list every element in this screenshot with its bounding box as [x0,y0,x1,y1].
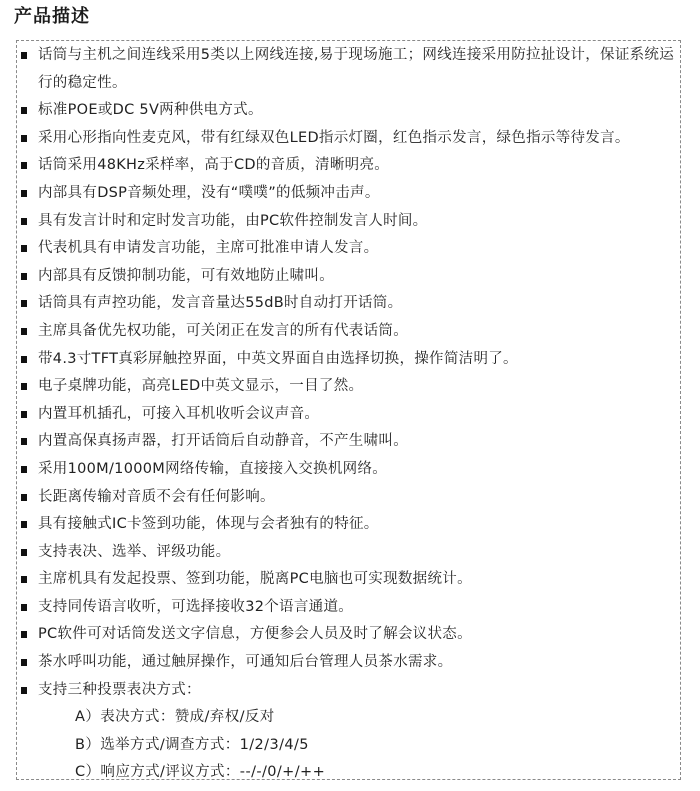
feature-text: 支持三种投票表决方式： [38,681,201,698]
feature-item [20,428,675,456]
bullet-icon [21,162,27,169]
bullet-icon [21,687,27,694]
bullet-icon [21,300,27,307]
bullet-icon [21,494,27,501]
bullet-icon [21,107,27,114]
page-title: 产品描述 [14,6,90,27]
feature-text: 代表机具有申请发言功能，主席可批准申请人发言。 [38,240,379,257]
vote-mode-list [20,704,675,787]
vote-mode-item: B）选举方式/调查方式：1/2/3/4/5 [75,736,309,753]
feature-text: 具有接触式IC卡签到功能，体现与会者独有的特征。 [38,516,379,533]
bullet-icon [21,466,27,473]
feature-item [20,621,675,649]
bullet-icon [21,604,27,611]
bullet-icon [21,411,27,418]
feature-item [20,346,675,374]
feature-text: 内部具有反馈抑制功能，可有效地防止啸叫。 [38,267,334,284]
bullet-icon [21,631,27,638]
feature-text: 话筒具有声控功能，发言音量达55dB时自动打开话筒。 [38,295,403,312]
feature-text: 具有发言计时和定时发言功能，由PC软件控制发言人时间。 [38,212,428,229]
feature-text: 话筒与主机之间连线采用5类以上网线连接,易于现场施工；网线连接采用防拉扯设计，保证系统运行的稳定性。 [38,47,675,91]
feature-text: 主席机具有发起投票、签到功能，脱离PC电脑也可实现数据统计。 [38,571,472,588]
vote-mode-item: C）响应方式/评议方式：--/-/0/+/++ [75,764,326,781]
bullet-icon [21,245,27,252]
feature-item [20,290,675,318]
feature-item [20,511,675,539]
feature-text: 主席具备优先权功能，可关闭正在发言的所有代表话筒。 [38,322,408,339]
feature-item [20,42,675,97]
feature-item [20,125,675,153]
feature-text: 标准POE或DC 5V两种供电方式。 [38,102,263,119]
feature-text: 采用100M/1000M网络传输，直接接入交换机网络。 [38,460,388,477]
feature-item [20,539,675,567]
feature-item [20,484,675,512]
feature-item [20,152,675,180]
feature-item [20,677,675,705]
feature-item [20,263,675,291]
bullet-icon [21,356,27,363]
feature-item [20,401,675,429]
bullet-icon [21,273,27,280]
feature-text: 内部具有DSP音频处理，没有“噗噗”的低频冲击声。 [38,184,380,201]
bullet-icon [21,218,27,225]
bullet-icon [21,576,27,583]
feature-text: 内置耳机插孔，可接入耳机收听会议声音。 [38,405,320,422]
feature-text: 话筒采用48KHz采样率，高于CD的音质，清晰明亮。 [38,157,390,174]
feature-item [20,180,675,208]
feature-item [20,208,675,236]
bullet-icon [21,328,27,335]
bullet-icon [21,190,27,197]
bullet-icon [21,521,27,528]
feature-item [20,649,675,677]
feature-item [20,566,675,594]
feature-text: 支持表决、选举、评级功能。 [38,543,231,560]
bullet-icon [21,438,27,445]
feature-text: 采用心形指向性麦克风，带有红绿双色LED指示灯圈，红色指示发言，绿色指示等待发言。 [38,129,630,146]
feature-item [20,235,675,263]
feature-item [20,594,675,622]
vote-mode-item: A）表决方式：赞成/弃权/反对 [75,709,275,726]
feature-text: PC软件可对话筒发送文字信息，方便参会人员及时了解会议状态。 [38,626,472,643]
feature-list [20,42,675,787]
feature-item [20,456,675,484]
feature-text: 带4.3寸TFT真彩屏触控界面，中英文界面自由选择切换，操作简洁明了。 [38,350,518,367]
bullet-icon [21,659,27,666]
feature-text: 电子桌牌功能，高亮LED中英文显示，一目了然。 [38,378,364,395]
bullet-icon [21,52,27,59]
feature-text: 茶水呼叫功能，通过触屏操作，可通知后台管理人员茶水需求。 [38,654,453,671]
bullet-icon [21,135,27,142]
feature-text: 内置高保真扬声器，打开话筒后自动静音，不产生啸叫。 [38,433,408,450]
bullet-icon [21,549,27,556]
bullet-icon [21,383,27,390]
feature-text: 长距离传输对音质不会有任何影响。 [38,488,275,505]
feature-item [20,318,675,346]
feature-item [20,373,675,401]
feature-text: 支持同传语言收听，可选择接收32个语言通道。 [38,598,354,615]
feature-item [20,97,675,125]
